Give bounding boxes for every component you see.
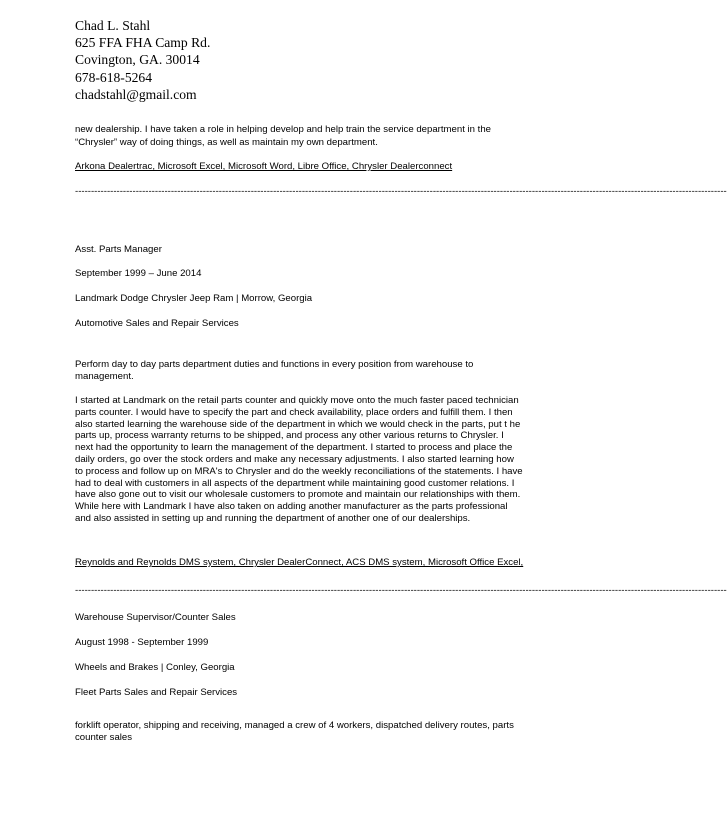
job2-dates: August 1998 - September 1999 <box>75 637 209 648</box>
job1-detail-line: next had the opportunity to learn the management of the department. I started to process and place the <box>75 442 513 454</box>
contact-email: chadstahl@gmail.com <box>75 86 197 102</box>
job1-summary-line: Perform day to day parts department duties and functions in every position from warehouse to <box>75 359 474 370</box>
section-separator-1: ------------------------------------------------------------------------------------------------------------------------------------------------------------------------------------------------------------ <box>75 186 727 197</box>
job1-details <box>75 395 561 525</box>
job1-summary <box>75 359 561 383</box>
job1-title: Asst. Parts Manager <box>75 244 162 255</box>
job2-summary <box>75 720 561 744</box>
job2-industry: Fleet Parts Sales and Repair Services <box>75 687 238 698</box>
job1-summary-line: management. <box>75 370 134 382</box>
job1-employer: Landmark Dodge Chrysler Jeep Ram | Morrow, Georgia <box>75 293 313 304</box>
job1-detail-line: daily orders, go over the stock orders and make any necessary adjustments. I also started learning how <box>75 453 514 465</box>
job1-detail-line: had to deal with customers in all aspects of the department while maintaining good customer relations. I <box>75 477 515 489</box>
job1-detail-line: parts counter. I would have to specify the part and check availability, place orders and fulfill them. I then <box>75 406 513 418</box>
job2-summary-line: forklift operator, shipping and receiving, managed a crew of 4 workers, dispatched delivery routes, parts <box>75 720 514 731</box>
job2-summary-line: counter sales <box>75 731 133 743</box>
contact-address-line1: 625 FFA FHA Camp Rd. <box>75 35 211 51</box>
job1-detail-line: and also assisted in setting up and running the department of another one of our dealerships. <box>75 512 471 524</box>
job1-detail-line: While here with Landmark I have also taken on adding another manufacturer as the parts professional <box>75 501 508 513</box>
contact-address-line2: Covington, GA. 30014 <box>75 52 200 68</box>
job2-employer: Wheels and Brakes | Conley, Georgia <box>75 662 235 673</box>
job1-detail-line: parts up, process warranty returns to be shipped, and process any other various returns to Chrysler. I <box>75 430 504 442</box>
skills-list-1: Arkona Dealertrac, Microsoft Excel, Microsoft Word, Libre Office, Chrysler Dealerconnect <box>75 161 453 172</box>
job1-detail-line: to process and follow up on MRA's to Chrysler and do the weekly reconciliations of the statements. I have <box>75 465 523 477</box>
job1-detail-line: also started learning the warehouse side of the department in which we would check in the parts, put t he <box>75 418 521 430</box>
section-separator-2: ------------------------------------------------------------------------------------------------------------------------------------------------------------------------------------------------------------ <box>75 585 727 596</box>
contact-name: Chad L. Stahl <box>75 18 151 33</box>
contact-phone: 678-618-5264 <box>75 69 153 85</box>
contact-header <box>75 17 210 103</box>
skills-list-2: Reynolds and Reynolds DMS system, Chrysler DealerConnect, ACS DMS system, Microsoft Office Excel, <box>75 557 524 568</box>
job1-detail-line: I started at Landmark on the retail parts counter and quickly move onto the much faster paced technician <box>75 395 519 406</box>
intro-line-1: new dealership. I have taken a role in helping develop and help train the service department in the <box>75 124 491 135</box>
job1-dates: September 1999 – June 2014 <box>75 268 202 279</box>
job1-industry: Automotive Sales and Repair Services <box>75 318 239 329</box>
job2-title: Warehouse Supervisor/Counter Sales <box>75 612 236 623</box>
intro-line-2: “Chrysler” way of doing things, as well as maintain my own department. <box>75 137 378 148</box>
job1-detail-line: have also gone out to visit our wholesale customers to promote and maintain our relationships with them. <box>75 489 521 501</box>
